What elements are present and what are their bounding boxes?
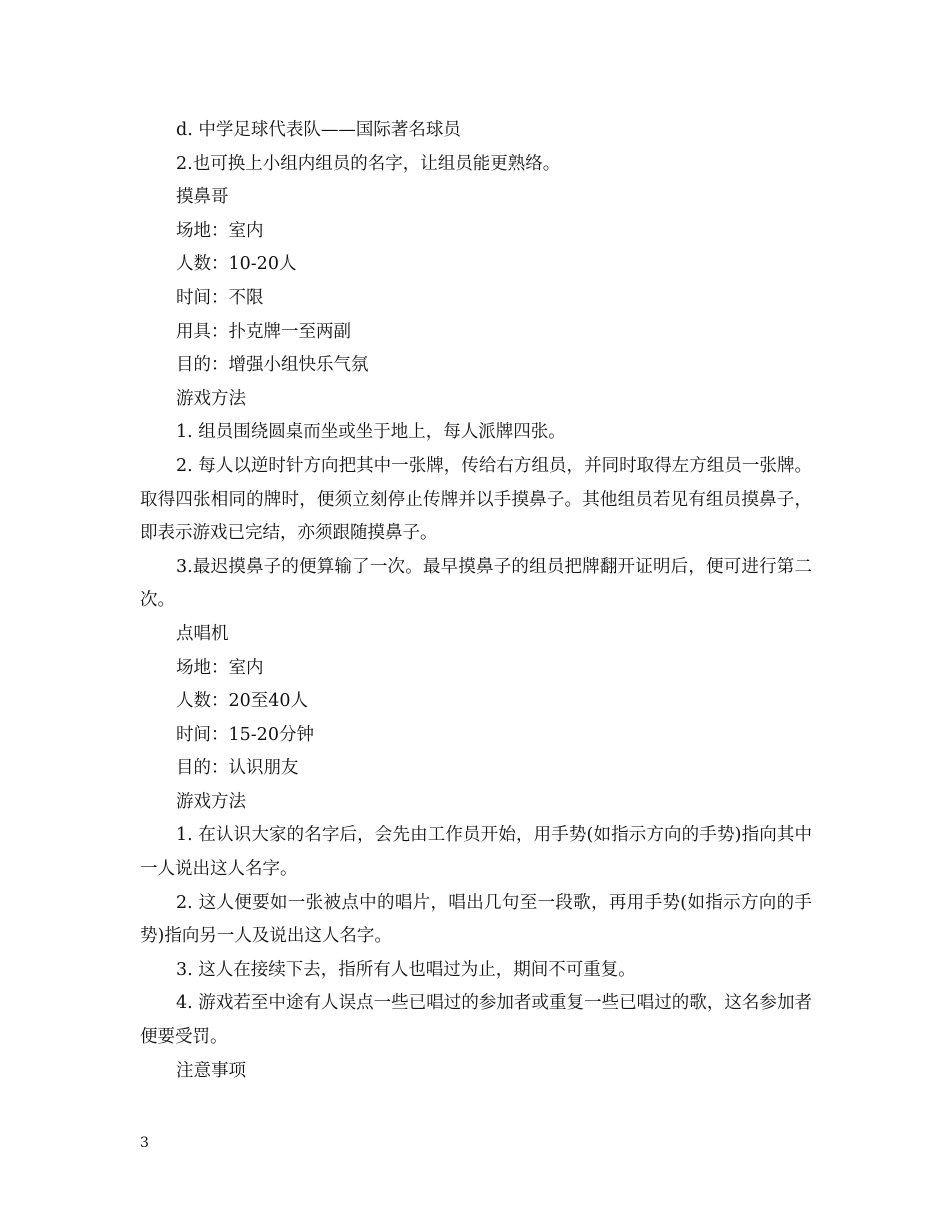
paragraph: 人数：20至40人 xyxy=(176,691,309,712)
section-heading: 注意事项 xyxy=(176,1060,246,1081)
paragraph: 目的：认识朋友 xyxy=(176,758,299,779)
paragraph: 2. 这人便要如一张被点中的唱片，唱出几句至一段歌，再用手势(如指示方向的手势)指向另一人及说出这人名字。 xyxy=(140,892,812,947)
section-heading: 游戏方法 xyxy=(176,791,246,812)
paragraph: 场地：室内 xyxy=(176,220,264,241)
paragraph: 人数：10-20人 xyxy=(176,254,297,275)
paragraph: 1. 组员围绕圆桌而坐或坐于地上，每人派牌四张。 xyxy=(176,422,566,443)
section-heading: 游戏方法 xyxy=(176,388,246,409)
paragraph: 用具：扑克牌一至两副 xyxy=(176,321,351,342)
paragraph: 4. 游戏若至中途有人误点一些已唱过的参加者或重复一些已唱过的歌，这名参加者便要受罚。 xyxy=(140,993,812,1048)
document-body xyxy=(140,114,812,1088)
paragraph: 2.也可换上小组内组员的名字，让组员能更熟络。 xyxy=(176,153,561,174)
paragraph: 3.最迟摸鼻子的便算输了一次。最早摸鼻子的组员把牌翻开证明后，便可进行第二次。 xyxy=(140,556,812,611)
paragraph: 2. 每人以逆时针方向把其中一张牌，传给右方组员，并同时取得左方组员一张牌。取得四张相同的牌时，便须立刻停止传牌并以手摸鼻子。其他组员若见有组员摸鼻子，即表示游戏已完结，亦须跟随摸鼻子。 xyxy=(140,455,812,544)
paragraph: 时间：不限 xyxy=(176,287,264,308)
section-heading: 摸鼻哥 xyxy=(176,187,229,208)
page-number: 3 xyxy=(140,1135,149,1151)
paragraph: d. 中学足球代表队——国际著名球员 xyxy=(176,120,461,140)
paragraph: 1. 在认识大家的名字后，会先由工作员开始，用手势(如指示方向的手势)指向其中一人说出这人名字。 xyxy=(140,825,812,880)
section-heading: 点唱机 xyxy=(176,623,229,644)
paragraph: 时间：15-20分钟 xyxy=(176,724,314,745)
paragraph: 场地：室内 xyxy=(176,657,264,678)
paragraph: 目的：增强小组快乐气氛 xyxy=(176,355,369,376)
paragraph: 3. 这人在接续下去，指所有人也唱过为止，期间不可重复。 xyxy=(176,959,636,980)
